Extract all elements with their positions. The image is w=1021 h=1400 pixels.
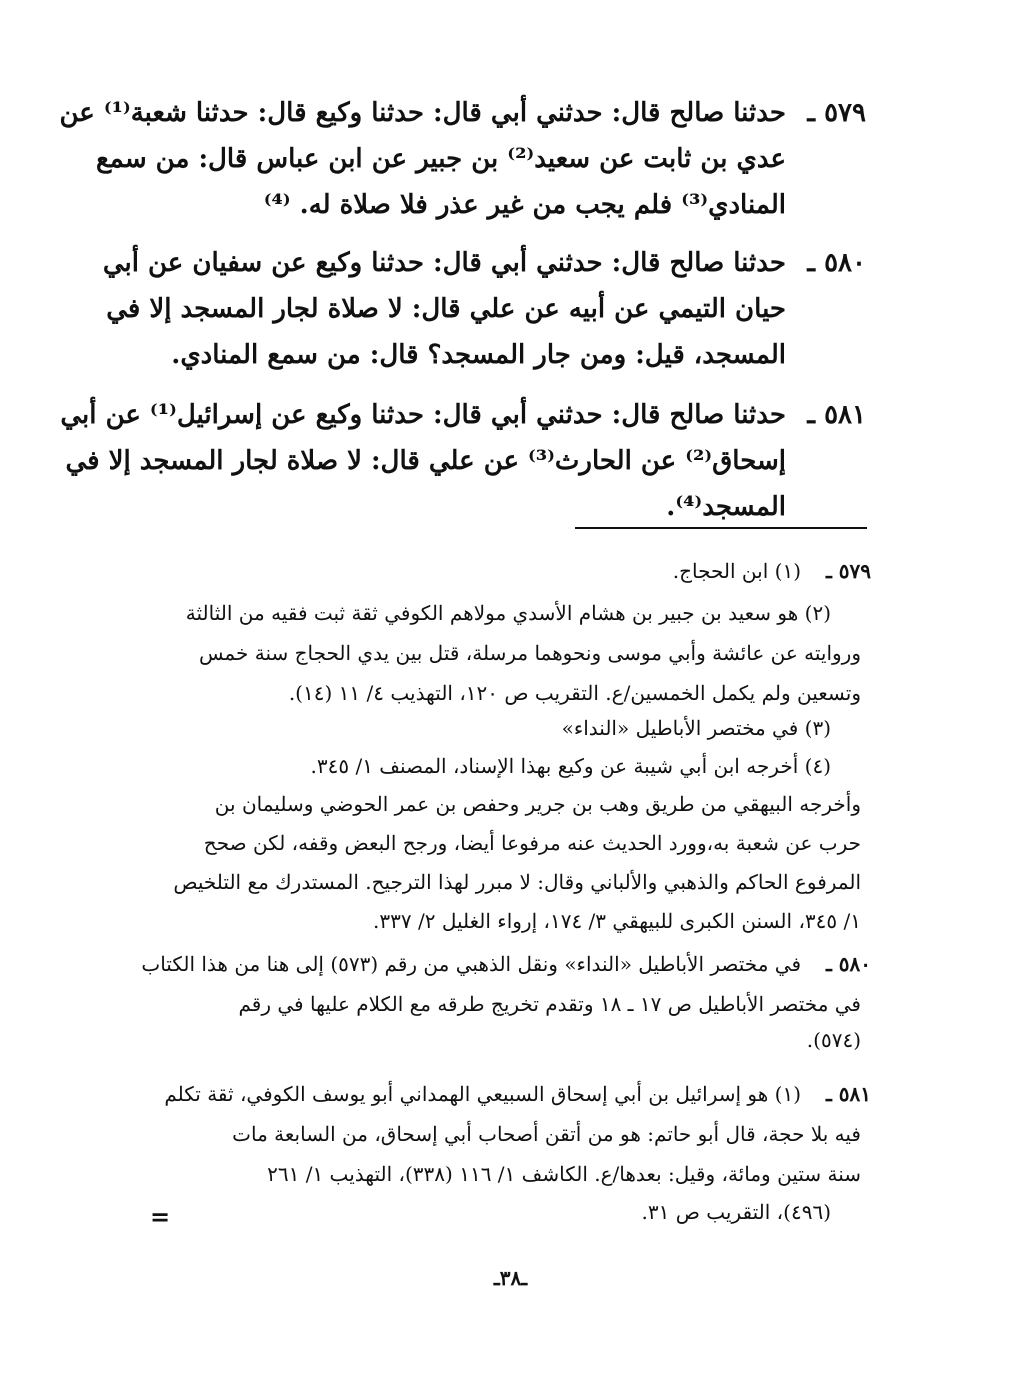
footnote-line: (١) هو إسرائيل بن أبي إسحاق السبيعي الهمداني أبو يوسف الكوفي، ثقة تكلم bbox=[164, 1082, 801, 1106]
entry-number: ٥٨٠ ـ bbox=[807, 248, 866, 278]
continuation-mark: = bbox=[150, 1202, 171, 1231]
footnote-line: ١/ ٣٤٥، السنن الكبرى للبيهقي ٣/ ١٧٤، إرواء الغليل ٢/ ٣٣٧. bbox=[373, 909, 861, 933]
footnote-line: حرب عن شعبة به،وورد الحديث عنه مرفوعا أيضا، ورجح البعض وقفه، لكن صحح bbox=[203, 831, 861, 855]
footnote-line: (١) ابن الحجاج. bbox=[672, 559, 801, 583]
text-line: إسحاق⁽²⁾ عن الحارث⁽³⁾ عن علي قال: لا صلاة لجار المسجد إلا في bbox=[65, 446, 786, 476]
entry-text bbox=[60, 392, 786, 530]
text-line: المسجد، قيل: ومن جار المسجد؟ قال: من سمع المنادي. bbox=[171, 340, 786, 370]
footnote-line: في مختصر الأباطيل «النداء» ونقل الذهبي من رقم (٥٧٣) إلى هنا من هذا الكتاب bbox=[141, 952, 801, 976]
footnote-line: (٤٩٦)، التقريب ص ٣١. bbox=[641, 1200, 831, 1224]
footnote-line: سنة ستين ومائة، وقيل: بعدها/ع. الكاشف ١/ ١١٦ (٣٣٨)، التهذيب ١/ ٢٦١ bbox=[267, 1162, 861, 1186]
footnote-line: وأخرجه البيهقي من طريق وهب بن جرير وحفص بن عمر الحوضي وسليمان بن bbox=[214, 792, 861, 816]
footnote-line: (٣) في مختصر الأباطيل «النداء» bbox=[561, 716, 831, 740]
text-line: حيان التيمي عن أبيه عن علي قال: لا صلاة لجار المسجد إلا في bbox=[106, 294, 786, 324]
footnote-number: ٥٧٩ ـ bbox=[825, 559, 871, 583]
footnote-line: (٤) أخرجه ابن أبي شيبة عن وكيع بهذا الإسناد، المصنف ١/ ٣٤٥. bbox=[310, 754, 831, 778]
footnote-line: فيه بلا حجة، قال أبو حاتم: هو من أتقن أصحاب أبي إسحاق، من السابعة مات bbox=[232, 1122, 861, 1146]
entry-text bbox=[102, 240, 786, 378]
text-line: حدثنا صالح قال: حدثني أبي قال: حدثنا وكيع عن إسرائيل⁽¹⁾ عن أبي bbox=[60, 400, 786, 430]
text-line: المسجد⁽⁴⁾. bbox=[666, 492, 786, 522]
footnote-separator bbox=[575, 527, 867, 529]
footnote-line: (٢) هو سعيد بن جبير بن هشام الأسدي مولاهم الكوفي ثقة ثبت فقيه من الثالثة bbox=[185, 601, 831, 625]
footnote-line: وروايته عن عائشة وأبي موسى ونحوهما مرسلة، قتل بين يدي الحجاج سنة خمس bbox=[198, 641, 861, 665]
entry-number: ٥٧٩ ـ bbox=[807, 98, 866, 128]
footnote-line: في مختصر الأباطيل ص ١٧ ـ ١٨ وتقدم تخريج طرقه مع الكلام عليها في رقم bbox=[238, 992, 861, 1016]
entry-number: ٥٨١ ـ bbox=[807, 400, 866, 430]
entry-text bbox=[59, 90, 786, 228]
page-number: ـ٣٨ـ bbox=[493, 1266, 528, 1290]
footnote-line: وتسعين ولم يكمل الخمسين/ع. التقريب ص ١٢٠، التهذيب ٤/ ١١ (١٤). bbox=[288, 681, 861, 705]
footnote-line: (٥٧٤). bbox=[806, 1028, 861, 1052]
footnote-number: ٥٨٠ ـ bbox=[825, 952, 871, 976]
text-line: عدي بن ثابت عن سعيد⁽²⁾ بن جبير عن ابن عباس قال: من سمع bbox=[95, 144, 786, 174]
footnote-number: ٥٨١ ـ bbox=[825, 1082, 871, 1106]
text-line: حدثنا صالح قال: حدثني أبي قال: حدثنا وكيع عن سفيان عن أبي bbox=[102, 248, 786, 278]
text-line: حدثنا صالح قال: حدثني أبي قال: حدثنا وكيع قال: حدثنا شعبة⁽¹⁾ عن bbox=[59, 98, 786, 128]
text-line: المنادي⁽³⁾ فلم يجب من غير عذر فلا صلاة له. ⁽⁴⁾ bbox=[263, 190, 786, 220]
footnote-line: المرفوع الحاكم والذهبي والألباني وقال: لا مبرر لهذا الترجيح. المستدرك مع التلخيص bbox=[173, 870, 861, 894]
